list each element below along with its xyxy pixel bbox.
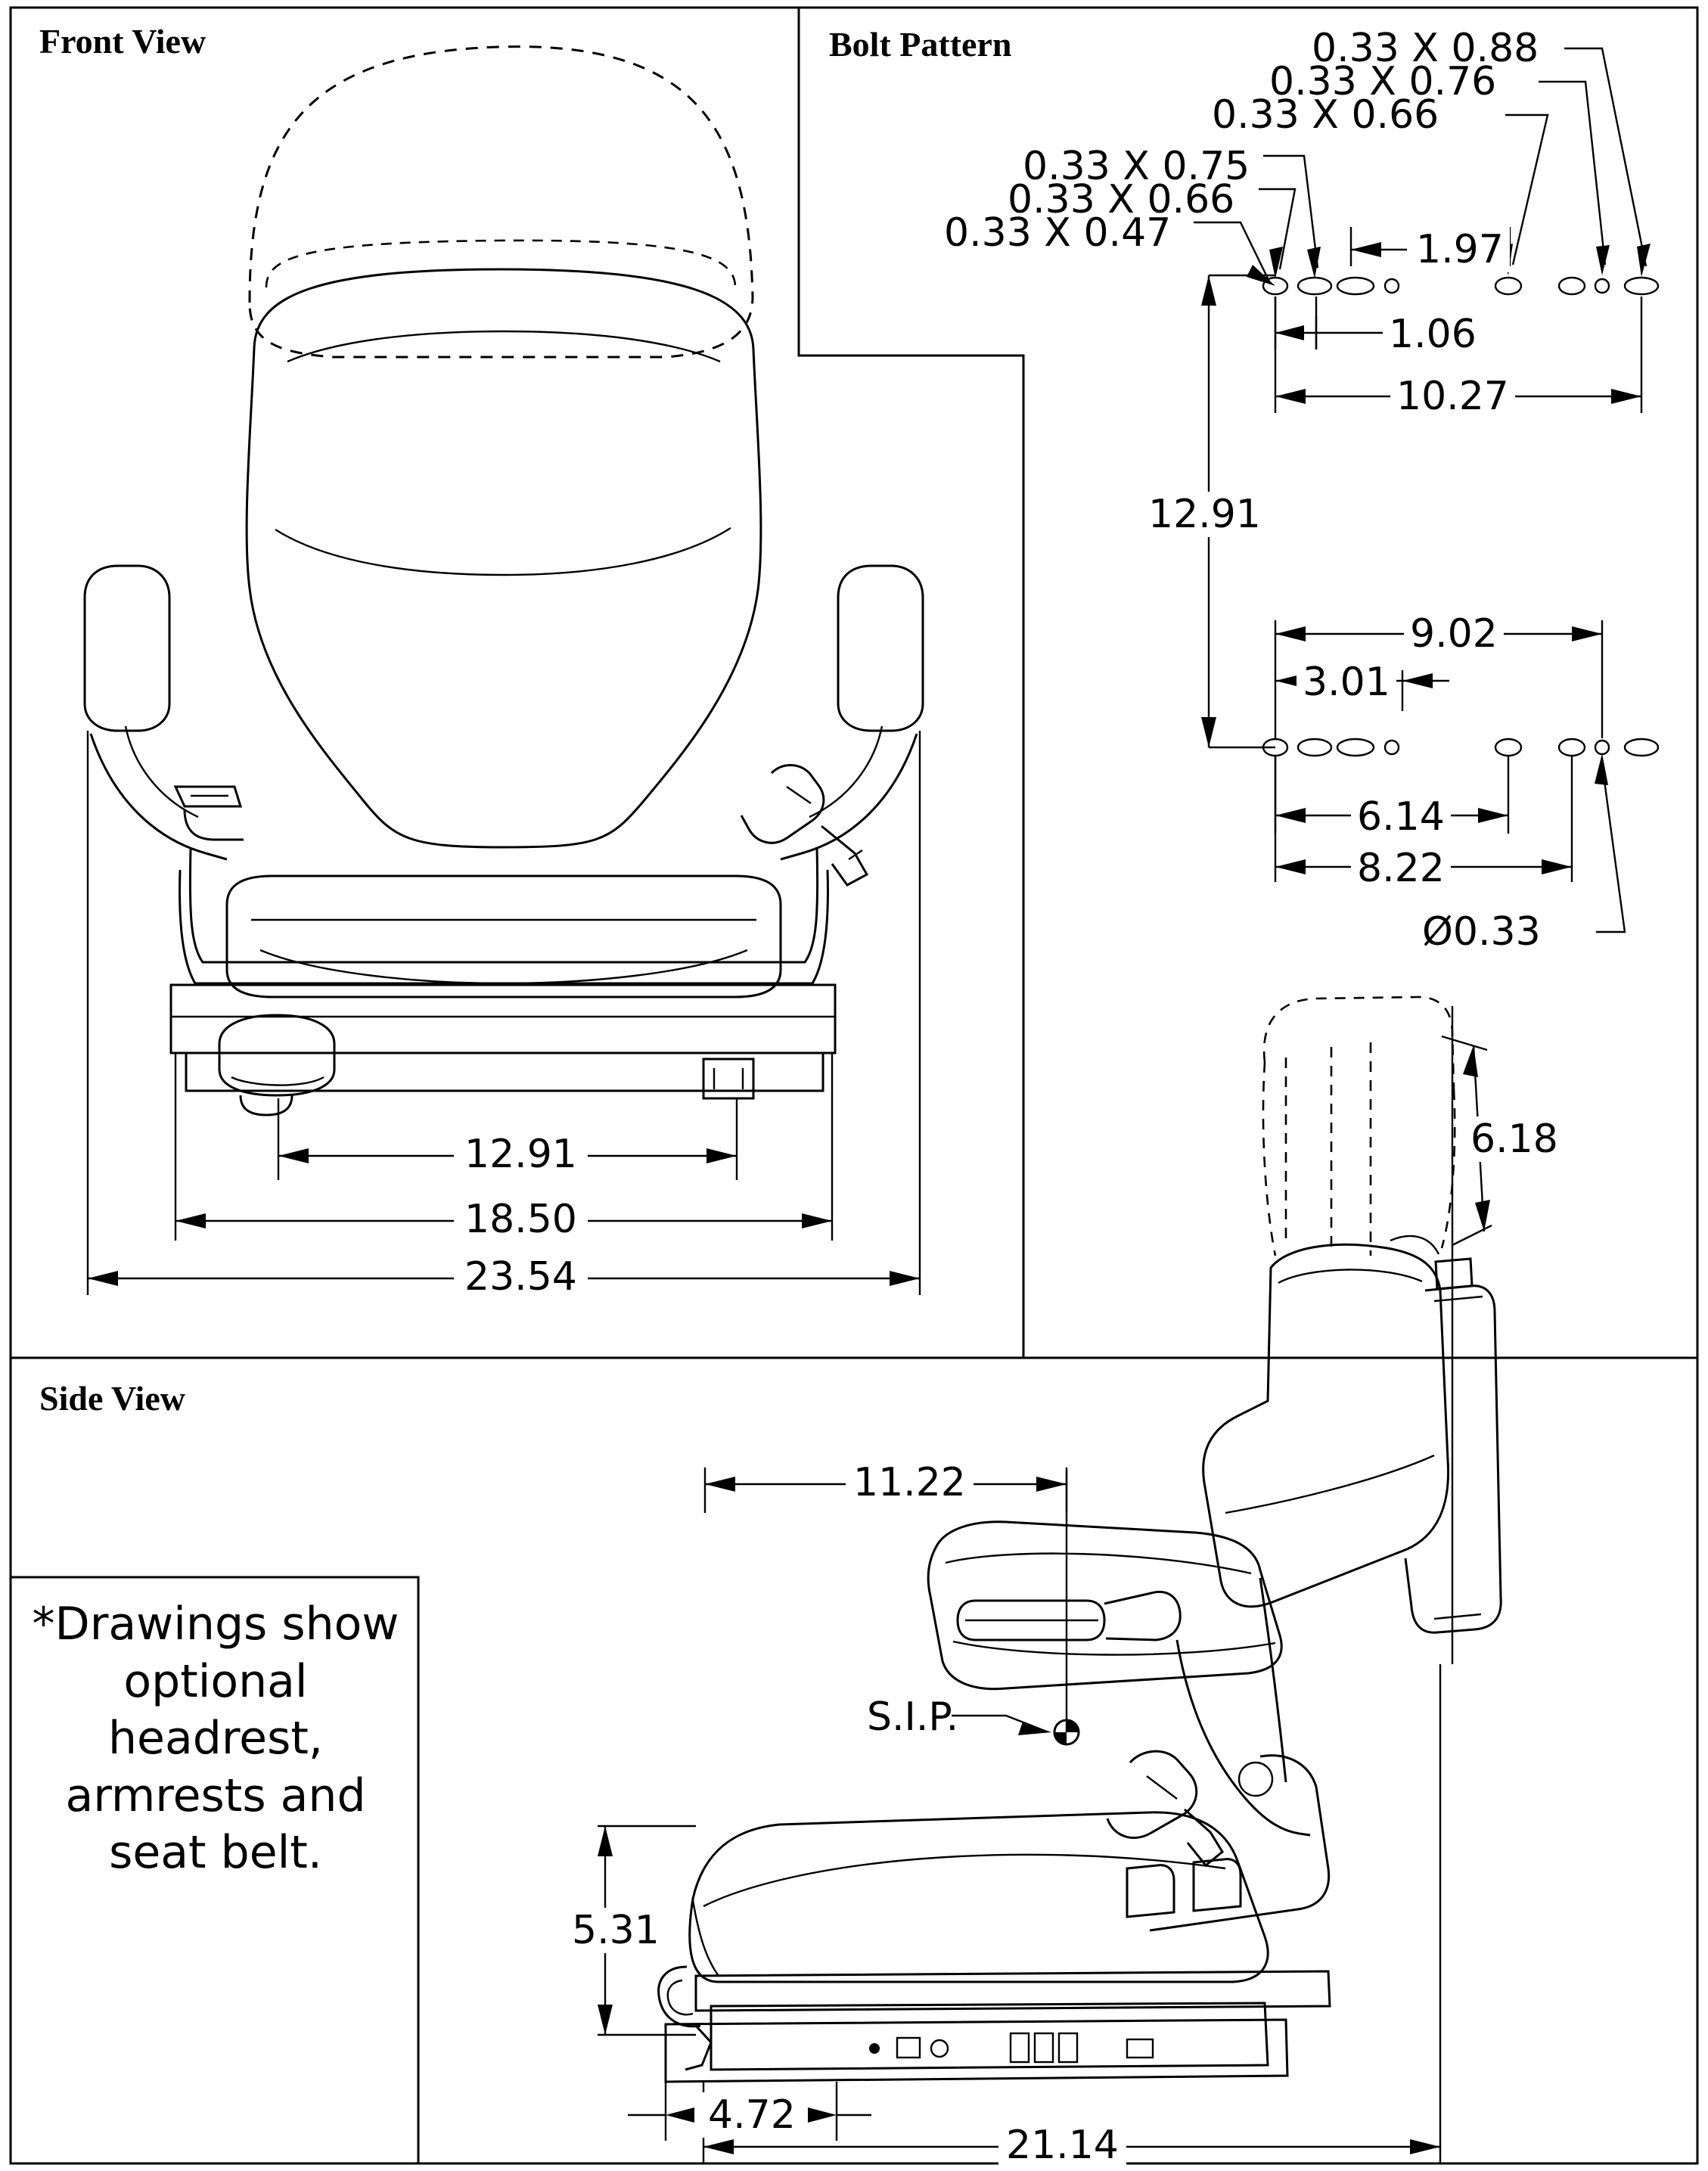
side-dim-5-31: 5.31 [567,1908,664,1953]
front-dim-12-91: 12.91 [454,1132,588,1177]
bolt-dim-12-91: 12.91 [1142,492,1267,537]
bolt-dim-10-27: 10.27 [1390,374,1515,419]
bolt-callout-033x066-top: 0.33 X 0.66 [1212,92,1439,138]
bolt-callout-033x088: 0.33 X 0.88 [1312,26,1539,71]
front-view-title: Front View [39,22,207,61]
side-dim-11-22: 11.22 [846,1460,974,1505]
bolt-pattern-title: Bolt Pattern [829,25,1012,64]
bolt-dim-9-02: 9.02 [1404,611,1504,657]
side-annotation-sip: S.I.P. [867,1694,959,1740]
drawing-note: *Drawings show optional headrest, armrests and seat belt. [32,1598,399,1880]
bolt-callout-033x075: 0.33 X 0.75 [1023,144,1250,189]
bolt-dim-6-14: 6.14 [1351,794,1451,840]
bolt-callout-033x066-left: 0.33 X 0.66 [1008,177,1235,222]
bolt-callout-033x076: 0.33 X 0.76 [1269,59,1497,104]
front-dim-23-54: 23.54 [454,1254,588,1300]
side-dim-21-14: 21.14 [998,2123,1126,2168]
bolt-dim-3-01: 3.01 [1297,660,1396,705]
side-dim-6-18: 6.18 [1466,1117,1563,1162]
side-view-title: Side View [39,1379,185,1418]
bolt-dim-1-06: 1.06 [1383,312,1483,357]
bolt-callout-033x047: 0.33 X 0.47 [944,210,1172,256]
bolt-dim-diameter-0-33: Ø0.33 [1422,909,1541,955]
side-dim-4-72: 4.72 [700,2092,803,2138]
front-dim-18-50: 18.50 [454,1197,588,1242]
bolt-dim-1-97: 1.97 [1410,227,1510,272]
bolt-dim-8-22: 8.22 [1351,846,1451,891]
